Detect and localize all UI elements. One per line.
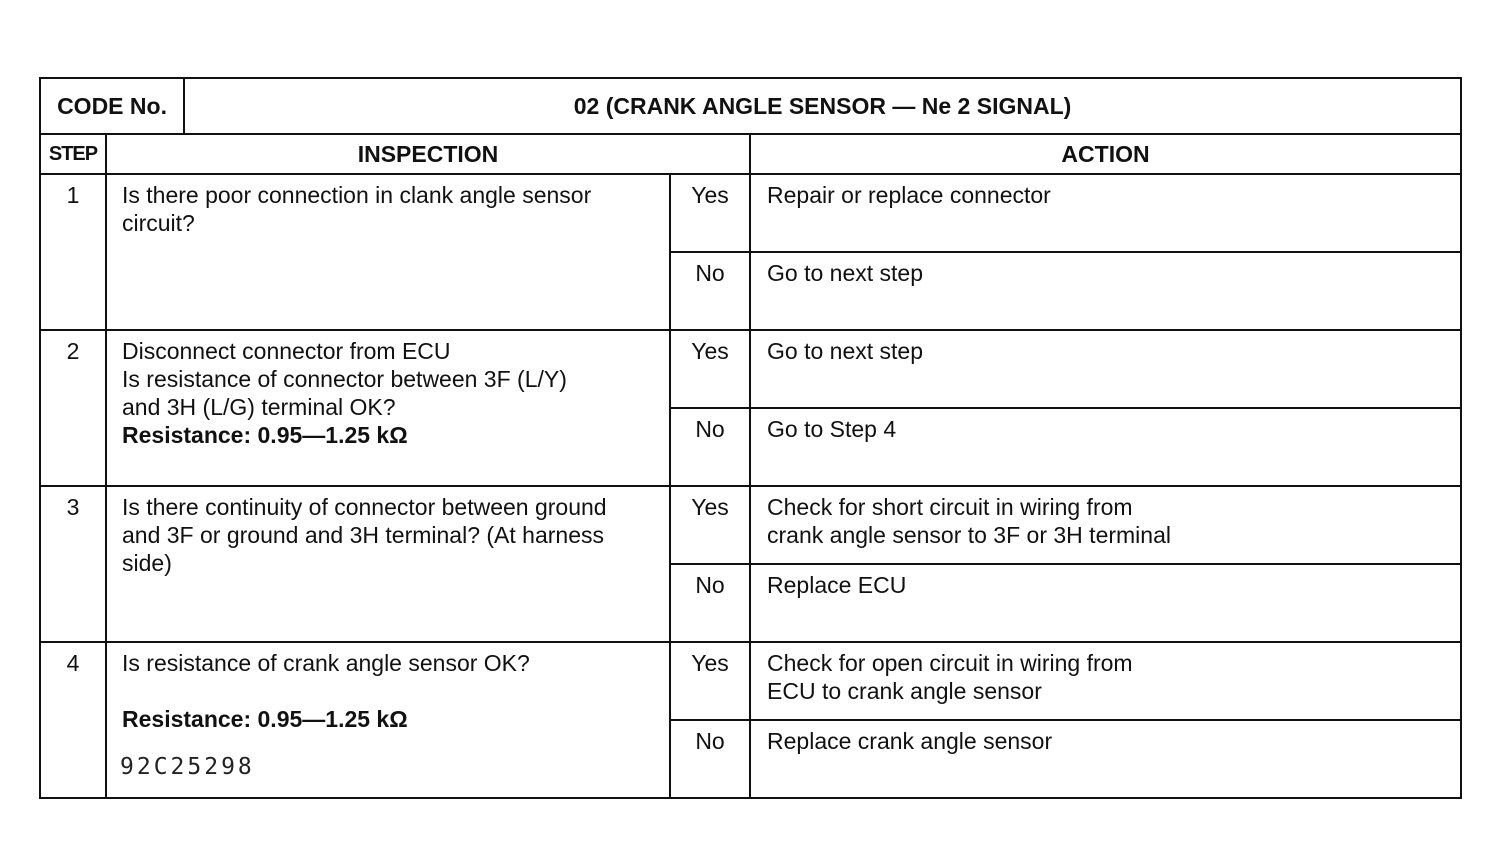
yes-label: Yes [670,174,750,252]
step-number: 3 [40,486,106,642]
step-number: 1 [40,174,106,330]
insp-line-line: side) [122,550,172,576]
insp-line-line: and 3F or ground and 3H terminal? (At harness [122,522,604,548]
no-label: No [670,564,750,642]
step-row-yes [40,642,1461,720]
yes-label: Yes [670,330,750,408]
yes-label: Yes [670,642,750,720]
diagnostic-table [39,77,1462,799]
step-column-header: STEP [40,134,106,174]
act-line-line: ECU to crank angle sensor [767,678,1042,704]
step-number: 2 [40,330,106,486]
resistance-spec: Resistance: 0.95—1.25 kΩ [122,422,408,448]
yes-action [750,486,1461,564]
act-line-line: Check for open circuit in wiring from [767,650,1133,676]
code-title: 02 (CRANK ANGLE SENSOR — Ne 2 SIGNAL) [184,78,1461,134]
inspection-cell [106,486,670,642]
figure-id: 92C25298 [120,754,255,780]
act-line-line: crank angle sensor to 3F or 3H terminal [767,522,1171,548]
yes-label: Yes [670,486,750,564]
act-line-line: Repair or replace connector [767,182,1051,208]
inspection-cell [106,330,670,486]
no-action [750,564,1461,642]
act-line-line: Go to next step [767,338,923,364]
act-line-line: Go to Step 4 [767,416,897,442]
yes-action [750,330,1461,408]
insp-line-line: and 3H (L/G) terminal OK? [122,394,396,420]
inspection-cell [106,174,670,330]
insp-line-line: Is there poor connection in clank angle sensor [122,182,592,208]
action-column-header: ACTION [750,134,1461,174]
inspection-column-header: INSPECTION [106,134,750,174]
steps-body [40,174,1461,798]
column-header-row [40,134,1461,174]
no-label: No [670,408,750,486]
resistance-spec: Resistance: 0.95—1.25 kΩ [122,706,408,732]
insp-line-line: Disconnect connector from ECU [122,338,451,364]
insp-line-line: Is resistance of connector between 3F (L/Y) [122,366,567,392]
no-action [750,408,1461,486]
act-line-line: Replace crank angle sensor [767,728,1053,754]
no-label: No [670,252,750,330]
insp-line-line: circuit? [122,210,195,236]
act-line-line: Check for short circuit in wiring from [767,494,1133,520]
insp-line-line: Is resistance of crank angle sensor OK? [122,650,530,676]
spacer [122,677,655,705]
yes-action [750,642,1461,720]
act-line-line: Go to next step [767,260,923,286]
step-number: 4 [40,642,106,798]
no-action [750,252,1461,330]
no-label: No [670,720,750,798]
code-row [40,78,1461,134]
step-row-yes [40,330,1461,408]
step-row-yes [40,174,1461,252]
step-row-yes [40,486,1461,564]
yes-action [750,174,1461,252]
insp-line-line: Is there continuity of connector between ground [122,494,607,520]
no-action [750,720,1461,798]
act-line-line: Replace ECU [767,572,907,598]
code-label: CODE No. [40,78,184,134]
